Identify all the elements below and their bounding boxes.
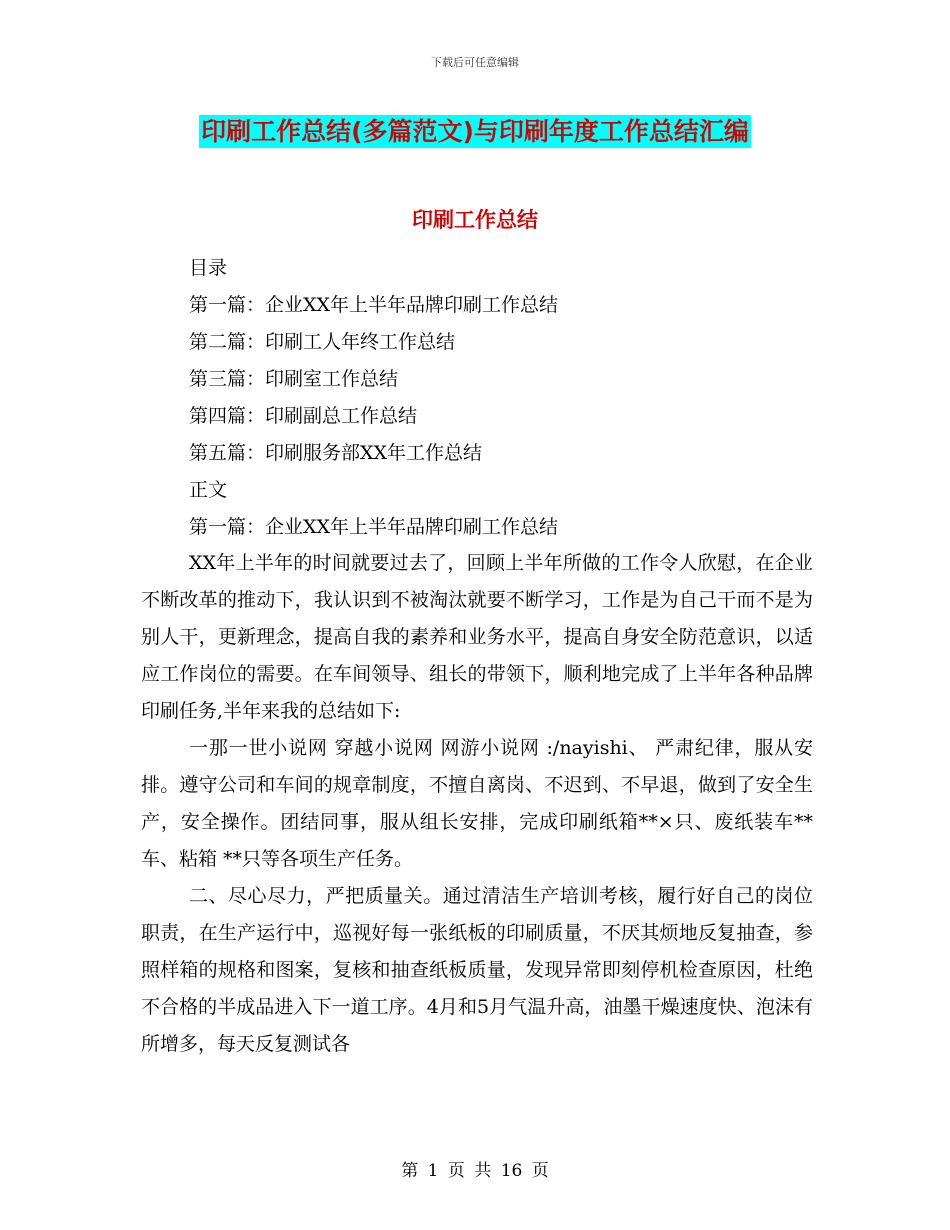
page-footer: 第 1 页 共 16 页 [401, 1161, 549, 1181]
paragraph: 二、尽心尽力，严把质量关。通过清洁生产培训考核，履行好自己的岗位职责，在生产运行中，巡视好每一张纸板的印刷质量，不厌其烦地反复抽查，参照样箱的规格和图案，复核和抽查纸板质量，发现异常即刻停机检查原因，杜绝不合格的半成品进入下一道工序。4月和5月气温升高，油墨干燥速度快、泡沫有所增多，每天反复测试各 [141, 885, 813, 1055]
toc-item: 第一篇：企业XX年上半年品牌印刷工作总结 [189, 294, 559, 316]
sub-title: 印刷工作总结 [412, 208, 538, 232]
body-text [141, 545, 813, 1063]
table-of-contents [189, 250, 829, 546]
toc-item: 第五篇：印刷服务部XX年工作总结 [189, 442, 483, 464]
toc-item: 第三篇：印刷室工作总结 [189, 368, 399, 390]
body-heading: 正文 [189, 479, 228, 501]
toc-item: 第四篇：印刷副总工作总结 [189, 405, 418, 427]
section-heading: 第一篇：企业XX年上半年品牌印刷工作总结 [189, 516, 559, 538]
header-note: 下载后可任意编辑 [431, 56, 519, 69]
paragraph: XX年上半年的时间就要过去了，回顾上半年所做的工作令人欣慰，在企业不断改革的推动下，我认识到不被淘汰就要不断学习，工作是为自己干而不是为别人干，更新理念，提高自我的素养和业务水平，提高自身安全防范意识，以适应工作岗位的需要。在车间领导、组长的带领下，顺利地完成了上半年各种品牌印刷任务,半年来我的总结如下: [141, 552, 813, 722]
main-title [0, 112, 950, 148]
paragraph: 一那一世小说网 穿越小说网 网游小说网 :/nayishi、 严肃纪律，服从安排。遵守公司和车间的规章制度，不擅自离岗、不迟到、不早退，做到了安全生产，安全操作。团结同事，服从组长安排，完成印刷纸箱**×只、废纸装车**车、粘箱 **只等各项生产任务。 [141, 737, 813, 870]
toc-item: 第二篇：印刷工人年终工作总结 [189, 331, 456, 353]
toc-heading: 目录 [189, 257, 228, 279]
main-title-text: 印刷工作总结(多篇范文)与印刷年度工作总结汇编 [201, 117, 749, 146]
